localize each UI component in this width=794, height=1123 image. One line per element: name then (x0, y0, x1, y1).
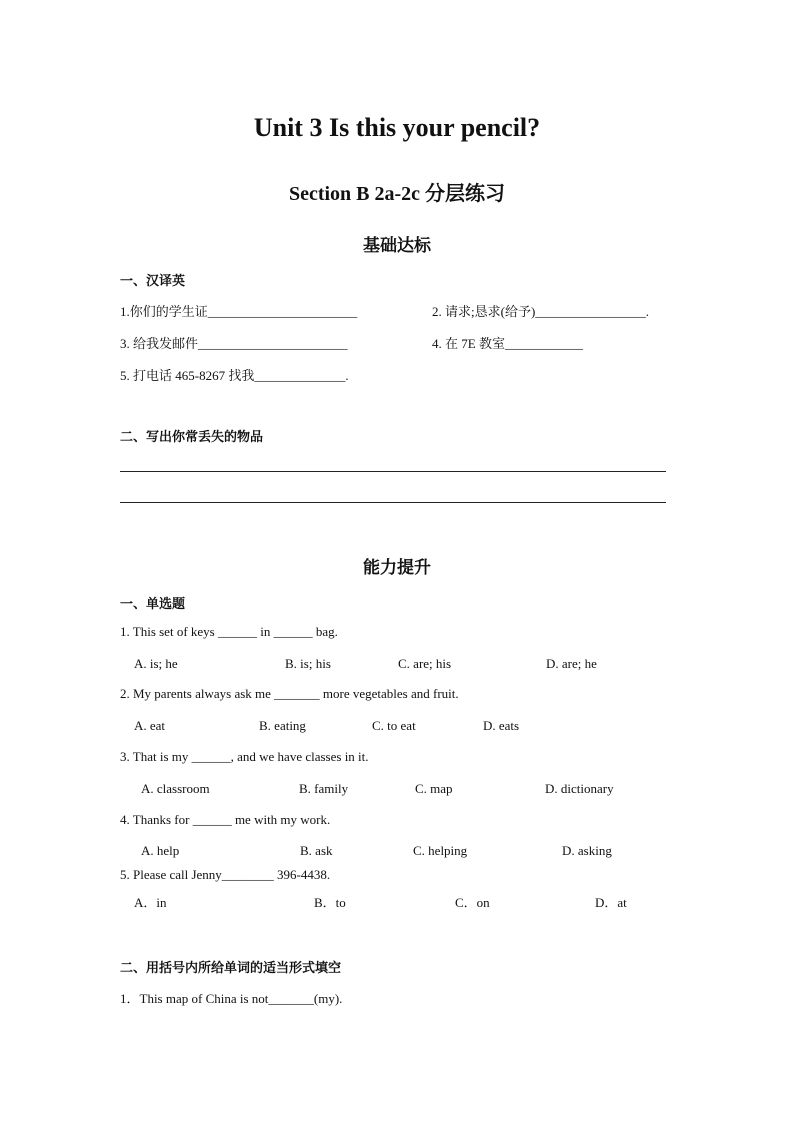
question-option: B. ask (300, 843, 333, 858)
question-option: B. eating (259, 718, 306, 733)
advanced-part2-heading: 二、用括号内所给单词的适当形式填空 (120, 961, 342, 976)
question-option: D. eats (483, 718, 520, 733)
question-option: B. family (299, 781, 349, 796)
question-stem: 5. Please call Jenny________ 396-4438. (120, 867, 331, 882)
question-stem: 2. My parents always ask me _______ more vegetables and fruit. (120, 686, 459, 701)
question-option: C. helping (413, 843, 468, 858)
question-option: C．on (455, 895, 490, 910)
basic-item-1: 1.你们的学生证_______________________ (120, 304, 358, 319)
question-option: C. to eat (372, 718, 416, 733)
question-option: C. are; his (398, 656, 452, 671)
question-option: C. map (415, 781, 453, 796)
answer-line (120, 502, 666, 503)
question-option: D. are; he (546, 656, 597, 671)
question-option: A. classroom (141, 781, 210, 796)
question-option: D. asking (562, 843, 612, 858)
answer-line (120, 471, 666, 472)
question-stem: 1. This set of keys ______ in ______ bag. (120, 624, 338, 639)
question-option: D. dictionary (545, 781, 614, 796)
question-option: B. is; his (285, 656, 331, 671)
advanced-part1-heading: 一、单选题 (120, 597, 186, 612)
basic-item-2: 2. 请求;恳求(给予)_________________. (432, 304, 650, 319)
question-option: A. eat (134, 718, 166, 733)
basic-part1-heading: 一、汉译英 (120, 274, 186, 289)
basic-level-heading: 基础达标 (363, 236, 431, 256)
basic-item-5: 5. 打电话 465-8267 找我______________. (120, 368, 349, 383)
question-option: A．in (134, 895, 167, 910)
question-option: D．at (595, 895, 627, 910)
question-option: A. help (141, 843, 180, 858)
page-title: Unit 3 Is this your pencil? (253, 113, 541, 142)
basic-item-4: 4. 在 7E 教室____________ (432, 336, 583, 351)
basic-part2-heading: 二、写出你常丢失的物品 (120, 430, 264, 445)
question-option: B．to (314, 895, 346, 910)
basic-item-3: 3. 给我发邮件_______________________ (120, 336, 348, 351)
question-stem: 3. That is my ______, and we have classes in it. (120, 749, 369, 764)
advanced-level-heading: 能力提升 (363, 558, 431, 578)
question-option: A. is; he (134, 656, 178, 671)
question-stem: 4. Thanks for ______ me with my work. (120, 812, 331, 827)
page-subtitle: Section B 2a-2c 分层练习 (288, 183, 506, 205)
fill-in-item-1: 1．This map of China is not_______(my). (120, 991, 343, 1006)
